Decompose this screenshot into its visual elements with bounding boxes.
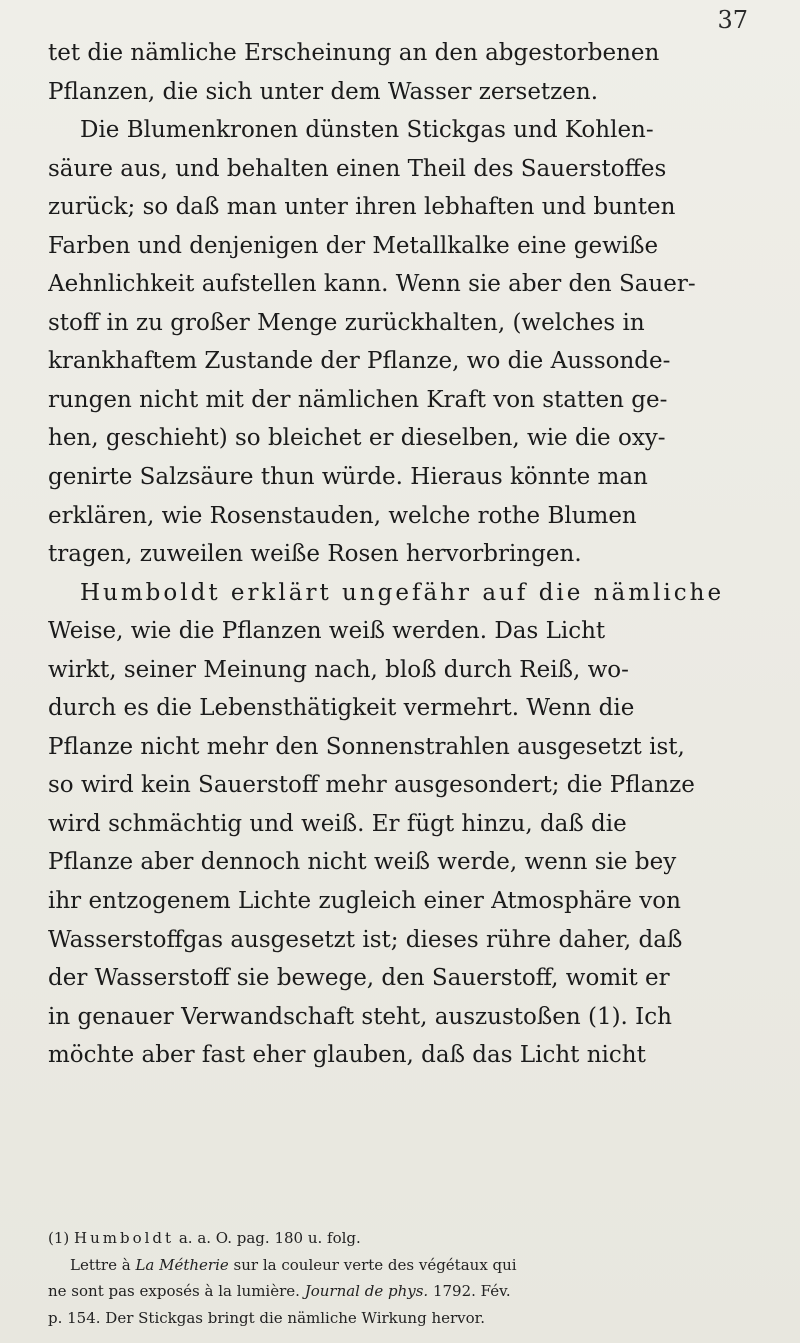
footnote-journal: Journal de phys. [304, 1282, 429, 1300]
text-line: Pflanze nicht mehr den Sonnenstrahlen ausgesetzt ist, [48, 733, 685, 760]
text-line: säure aus, und behalten einen Theil des Sauerstoffes [48, 155, 667, 182]
text-line: rungen nicht mit der nämlichen Kraft von statten ge- [48, 386, 668, 413]
text-line: ihr entzogenem Lichte zugleich einer Atmosphäre von [48, 888, 681, 915]
text-line: der Wasserstoff sie bewege, den Sauerstoff, womit er [48, 965, 670, 992]
footnotes-block [48, 1225, 763, 1331]
text-line: Weise, wie die Pflanzen weiß werden. Das Licht [48, 618, 606, 645]
text-line: stoff in zu großer Menge zurückhalten, (welches in [48, 309, 645, 336]
footnote-text: sur la couleur verte des végétaux qui [233, 1255, 517, 1274]
footnote-text: ne sont pas exposés à la lumière. [48, 1282, 300, 1300]
text-line: Wasserstoffgas ausgesetzt ist; dieses rühre daher, daß [48, 926, 683, 953]
text-line: Farben und denjenigen der Metallkalke eine gewiße [48, 232, 659, 259]
footnote-author: Humboldt [74, 1229, 175, 1247]
text-line: Pflanzen, die sich unter dem Wasser zersetzen. [48, 78, 599, 105]
text-line: hen, geschieht) so bleichet er dieselben, wie die oxy- [48, 425, 666, 452]
footnote-text: 1792. Fév. [432, 1282, 511, 1300]
footnote-line [48, 1278, 763, 1305]
page-number: 37 [717, 6, 748, 34]
footnote-title: La Métherie [135, 1255, 229, 1274]
text-line: Pflanze aber dennoch nicht weiß werde, wenn sie bey [48, 849, 677, 876]
text-line: tet die nämliche Erscheinung an den abgestorbenen [48, 40, 660, 66]
text-line: Humboldt erklärt ungefähr auf die nämliche [80, 579, 725, 606]
main-text-block [48, 34, 763, 1075]
text-line: zurück; so daß man unter ihren lebhaften und bunten [48, 194, 676, 221]
text-line: so wird kein Sauerstoff mehr ausgesondert; die Pflanze [48, 772, 695, 799]
footnote-reference: a. a. O. pag. 180 u. folg. [178, 1229, 361, 1247]
footnote-divider [48, 1214, 168, 1215]
footnote-line [48, 1252, 763, 1279]
text-line: Aehnlichkeit aufstellen kann. Wenn sie aber den Sauer- [48, 271, 696, 298]
footnote-line: p. 154. Der Stickgas bringt die nämliche Wirkung hervor. [48, 1308, 485, 1327]
text-line: in genauer Verwandschaft steht, auszustoßen (1). Ich [48, 1003, 672, 1030]
text-line: Die Blumenkronen dünsten Stickgas und Kohlen- [80, 117, 654, 144]
text-line: tragen, zuweilen weiße Rosen hervorbringen. [48, 541, 582, 568]
text-line: genirte Salzsäure thun würde. Hieraus könnte man [48, 464, 648, 491]
text-line: erklären, wie Rosenstauden, welche rothe Blumen [48, 502, 637, 529]
footnote-line [48, 1225, 763, 1252]
text-line: möchte aber fast eher glauben, daß das Licht nicht [48, 1042, 646, 1069]
text-line: durch es die Lebensthätigkeit vermehrt. Wenn die [48, 695, 635, 722]
footnote-text: Lettre à [70, 1255, 131, 1274]
footnote-marker: (1) [48, 1229, 70, 1247]
text-line: wird schmächtig und weiß. Er fügt hinzu, daß die [48, 810, 627, 837]
text-line: wirkt, seiner Meinung nach, bloß durch Reiß, wo- [48, 656, 629, 683]
text-line: krankhaftem Zustande der Pflanze, wo die Aussonde- [48, 348, 671, 375]
